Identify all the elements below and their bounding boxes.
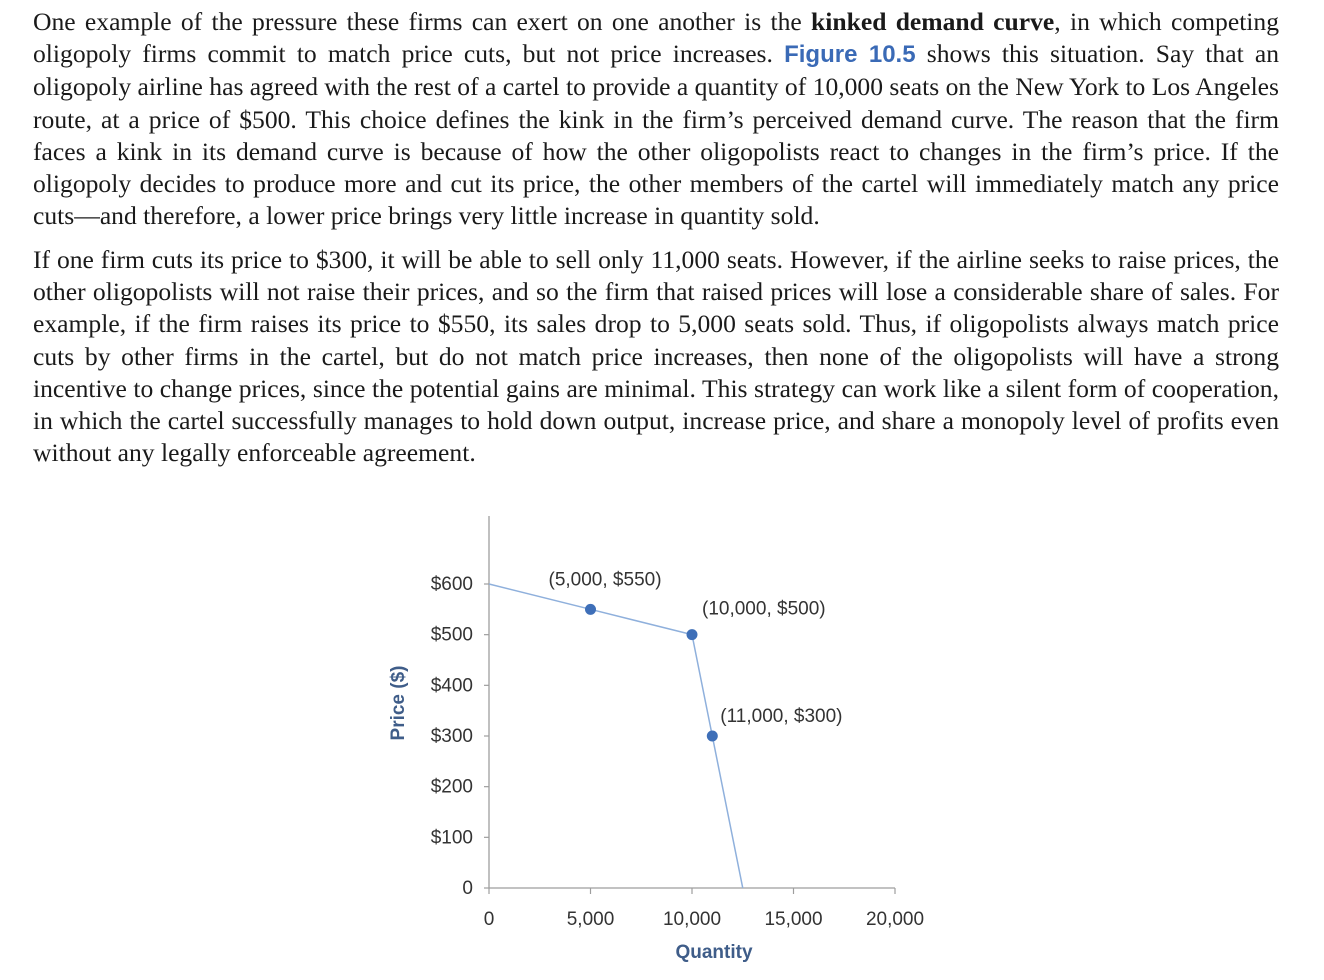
x-tick-label: 15,000 [764,909,823,930]
y-tick-label: 0 [462,878,473,899]
demand-curve-line [489,584,743,888]
paragraph-text: , in which competing oligopoly firms commit to match price cuts, but not price increases. [33,7,1280,69]
x-axis-title: Quantity [675,942,753,963]
data-point-marker [585,604,596,615]
figure-link[interactable]: Figure 10.5 [784,41,916,69]
y-tick-label: $500 [430,624,473,646]
point-labels [549,569,843,727]
paragraph-text: shows this situation. Say that an oligopoly airline has agreed with the rest of a cartel to provide a quantity of 10,000 seats on the New York to Los Angeles route, at a price of $500. This choice defines the kink in the firm’s perceived demand curve. The reason that the firm faces a kink in its demand curve is because of how the other oligopolists react to changes in the firm’s price. If the oligopoly decides to produce more and cut its price, the other members of the cartel will immediately match any price cuts—and therefore, a lower price brings very little increase in quantity sold. [33,39,1280,231]
demand-series [489,584,743,888]
x-axis [484,888,924,930]
y-axis [431,516,489,899]
data-point-marker [707,731,718,742]
paragraph-text: One example of the pressure these firms can exert on one another is the [33,7,812,36]
y-axis-title: Price ($) [388,665,409,741]
data-point-label: (11,000, $300) [720,706,843,727]
y-tick-label: $400 [430,675,473,697]
y-tick-label: $200 [430,776,473,798]
paragraph-price-response: If one firm cuts its price to $300, it will be able to sell only 11,000 seats. However, if the airline seeks to raise prices, the other oligopolists will not raise their prices, and so the firm that raised prices will lose a considerable share of sales. For example, if the firm raises its price to $550, its sales drop to 5,000 seats sold. Thus, if oligopolists always match price cuts by other firms in the cartel, but do not match price increases, then none of the oligopolists will have a strong incentive to change prices, since the potential gains are minimal. This strategy can work like a silent form of cooperation, in which the cartel successfully manages to hold down output, increase price, and share a monopoly level of profits even without any legally enforceable agreement. [33,245,1279,468]
data-point-label: (5,000, $550) [548,569,662,591]
x-tick-label: 5,000 [566,909,615,930]
y-tick-label: $600 [430,574,473,595]
x-tick-label: 0 [483,909,495,930]
data-point-marker [687,629,698,640]
x-tick-label: 10,000 [662,909,722,930]
key-term-kinked-demand-curve: kinked demand curve [811,7,1055,36]
y-tick-label: $300 [430,726,473,747]
data-point-label: (10,000, $500) [702,598,826,620]
y-tick-label: $100 [430,827,473,849]
x-tick-label: 20,000 [865,909,925,930]
